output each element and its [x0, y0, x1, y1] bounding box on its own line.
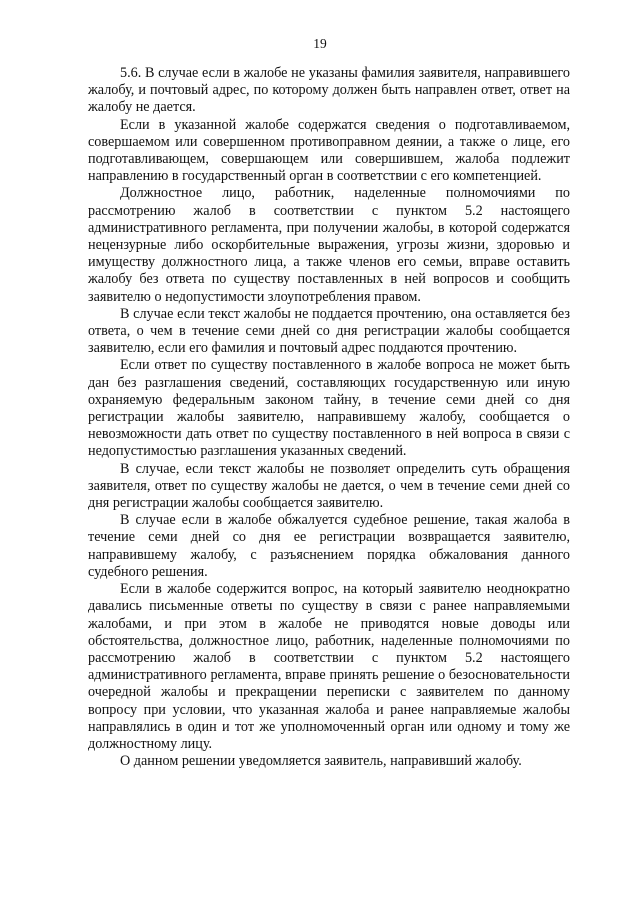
paragraph-unclear-essence: В случае, если текст жалобы не позволяет определить суть обращения заявителя, ответ по существу жалобы не дается, о чем в течение семи дней со дня регистрации жалобы сообщается заявителю. [88, 460, 570, 512]
paragraph-court-decision: В случае если в жалобе обжалуется судебное решение, такая жалоба в течение семи дней со дня ее регистрации возвращается заявителю, направившему жалобу, с разъяснением порядка обжалования данного судебного решения. [88, 512, 570, 580]
paragraph-unlawful-act: Если в указанной жалобе содержатся сведения о подготавливаемом, совершаемом или совершенном противоправном деянии, а также о лице, его подготавливающем, совершающем или совершившем, жалоба подлежит направлению в государственный орган в соответствии с его компетенцией. [88, 116, 570, 185]
page-number: 19 [313, 36, 327, 51]
paragraph-repeated-complaint: Если в жалобе содержится вопрос, на который заявителю неоднократно давались письменные ответы по существу в связи с ранее направляемыми жалобами, и при этом в жалобе не приводятся новые доводы или обстоятельства, должностное лицо, работник, наделенные полномочиями по рассмотрению жалоб в соответствии с пунктом 5.2 настоящего административного регламента, вправе принять решение о безосновательности очередной жалобы и прекращении переписки с заявителем по данному вопросу при условии, что указанная жалоба и ранее направляемые жалобы направлялись в один и тот же уполномоченный орган или одному и тому же должностному лицу. [88, 581, 570, 752]
paragraph-5-6-no-surname: 5.6. В случае если в жалобе не указаны фамилия заявителя, направившего жалобу, и почтовый адрес, по которому должен быть направлен ответ, ответ на жалобу не дается. [88, 65, 570, 116]
paragraph-offensive-language: Должностное лицо, работник, наделенные полномочиями по рассмотрению жалоб в соответствии с пунктом 5.2 настоящего административного регламента, при получении жалобы, в которой содержатся нецензурные либо оскорбительные выражения, угрозы жизни, здоровью и имуществу должностного лица, а также членов его семьи, вправе оставить жалобу без ответа по существу поставленных в ней вопросов и сообщить заявителю о недопустимости злоупотребления правом. [88, 185, 570, 305]
paragraph-state-secret: Если ответ по существу поставленного в жалобе вопроса не может быть дан без разглашения сведений, составляющих государственную или иную охраняемую федеральным законом тайну, в течение семи дней со дня регистрации жалобы заявителю, направившему жалобу, сообщается о невозможности дать ответ по существу поставленного в ней вопроса в связи с недопустимостью разглашения указанных сведений. [88, 357, 570, 460]
document-body [88, 65, 570, 770]
paragraph-unreadable-text: В случае если текст жалобы не поддается прочтению, она оставляется без ответа, о чем в течение семи дней со дня регистрации жалобы сообщается заявителю, если его фамилия и почтовый адрес поддаются прочтению. [88, 305, 570, 357]
paragraph-notification: О данном решении уведомляется заявитель, направивший жалобу. [120, 753, 522, 770]
